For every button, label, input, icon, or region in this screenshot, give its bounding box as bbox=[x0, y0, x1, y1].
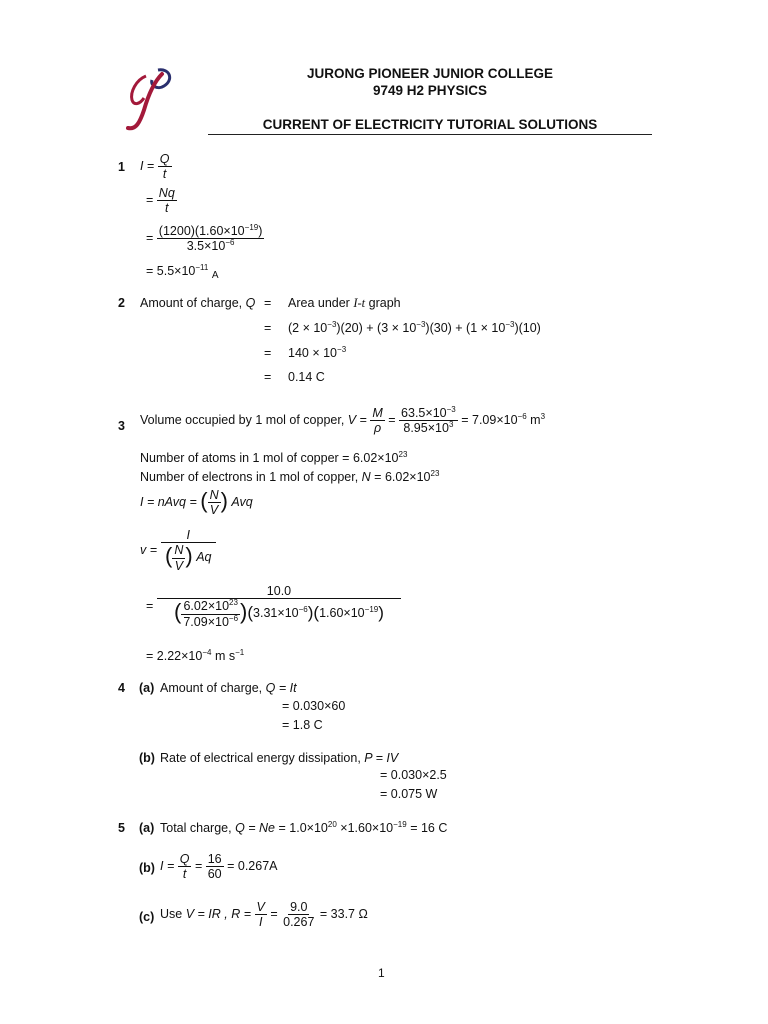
header-rule bbox=[208, 134, 652, 135]
q3-volume: Volume occupied by 1 mol of copper, V = $\frac{M}{\rho}$ = $\frac{63.5\times 10^{-3}}{8.95\times 10^3}$ = $7.09\times 10^{-6}$ $m^3$ bbox=[140, 405, 546, 436]
page-number: 1 bbox=[378, 966, 385, 980]
q5b-line: I = $\frac{Q}{t}$ = $\frac{16}{60}$ = 0.267A bbox=[160, 852, 278, 882]
q2-line1: Area under I-t graph bbox=[288, 296, 401, 310]
q5-part-b: (b) bbox=[139, 861, 155, 875]
q1-line1: I = $\frac{Q}{t}$ bbox=[140, 152, 170, 182]
q3-result: = $2.22\times 10^{-4}$ m $s^{-1}$ bbox=[146, 648, 245, 663]
q2-eq-1: = bbox=[264, 296, 272, 310]
q2-eq-4: = bbox=[264, 370, 272, 384]
q1-line3: = $\frac{(1200)(1.60\times 10^{-19})}{3.5\times 10^{-6}}$ bbox=[146, 223, 263, 254]
q3-v-eq: v = I ( $\frac{N}{V}$ ) Aq bbox=[140, 528, 216, 573]
q4a-result: = 1.8 C bbox=[282, 718, 323, 732]
q5-number: 5 bbox=[118, 821, 125, 835]
q2-line3: $140 \times 10^{-3}$ bbox=[288, 345, 347, 360]
q4-part-a: (a) bbox=[139, 681, 155, 695]
document-title: CURRENT OF ELECTRICITY TUTORIAL SOLUTIONS bbox=[262, 117, 598, 132]
q5c-line: Use V = IR , R = $\frac{V}{I}$ = $\frac{9.0}{0.267}$ = 33.7 Ω bbox=[160, 900, 368, 930]
q3-current-eq: I = nAvq = ( $\frac{N}{V}$ ) Avq bbox=[140, 488, 253, 518]
q2-label: Amount of charge, Q bbox=[140, 296, 256, 310]
q5a-line: Total charge, $Q = Ne = 1.0\times 10^{20} \times 1.60\times 10^{-19} = 16$ C bbox=[160, 820, 448, 835]
college-logo bbox=[118, 66, 174, 134]
q1-result: = $5.5\times 10^{-11}$ $_A$ bbox=[146, 263, 219, 281]
q2-eq-2: = bbox=[264, 321, 272, 335]
q4b-label: Rate of electrical energy dissipation, P = IV bbox=[160, 751, 399, 765]
q4b-result: = 0.075 W bbox=[380, 787, 438, 801]
q2-eq-3: = bbox=[264, 346, 272, 360]
subject-code: 9749 H2 PHYSICS bbox=[372, 83, 488, 98]
q1-line2: = $\frac{Nq}{t}$ bbox=[146, 186, 175, 216]
q3-atoms: Number of atoms in 1 mol of copper = $6.02\times 10^{23}$ bbox=[140, 450, 408, 465]
q5-part-c: (c) bbox=[139, 910, 155, 924]
q3-substitution: = 10.0 ( $\frac{6.02\times 10^{23}}{7.09\times 10^{-6}}$ )$(3.31\times 10^{-6})(1.60\times 10^{-19})$ bbox=[146, 584, 401, 629]
college-name: JURONG PIONEER JUNIOR COLLEGE bbox=[306, 66, 554, 81]
q4b-line2: = 0.030×2.5 bbox=[380, 768, 447, 782]
q2-line4: 0.14 C bbox=[288, 370, 325, 384]
q4-part-b: (b) bbox=[139, 751, 155, 765]
q4a-line2: = 0.030×60 bbox=[282, 699, 346, 713]
q2-line2: $(2 \times 10^{-3})(20) + (3 \times 10^{-3})(30) + (1 \times 10^{-3})(10)$ bbox=[288, 320, 541, 335]
q4-number: 4 bbox=[118, 681, 125, 695]
q3-electrons: Number of electrons in 1 mol of copper, $N = 6.02\times 10^{23}$ bbox=[140, 469, 440, 484]
q2-number: 2 bbox=[118, 296, 125, 310]
q4a-label: Amount of charge, Q = It bbox=[160, 681, 297, 695]
q3-number: 3 bbox=[118, 419, 125, 433]
q5-part-a: (a) bbox=[139, 821, 155, 835]
q1-number: 1 bbox=[118, 160, 125, 174]
